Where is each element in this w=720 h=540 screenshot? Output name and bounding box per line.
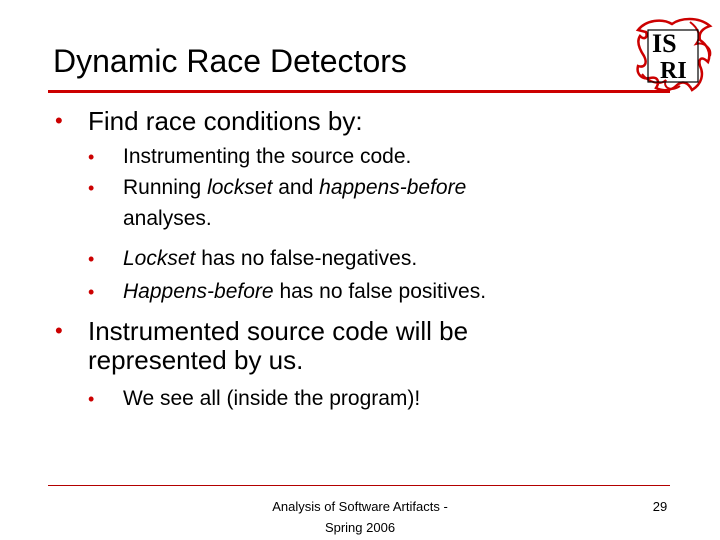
subbullet-marker: • bbox=[88, 282, 95, 302]
subbullet-marker: • bbox=[88, 147, 95, 167]
title-underline bbox=[48, 90, 670, 93]
subbullet-text-part: Running bbox=[123, 176, 208, 199]
subbullet-text-part: and bbox=[272, 176, 320, 199]
subbullet-emphasis-lockset: Lockset bbox=[123, 247, 196, 270]
subbullet-emphasis-happens-before: happens-before bbox=[319, 176, 467, 199]
subbullet-marker: • bbox=[88, 178, 95, 198]
subbullet-continuation bbox=[123, 205, 212, 233]
bullet-continuation bbox=[88, 345, 303, 375]
subbullet-text: We see all (inside the program)! bbox=[123, 387, 421, 410]
page-number: 29 bbox=[652, 499, 668, 514]
bullet-marker: • bbox=[55, 108, 63, 133]
bullet-find-race-conditions bbox=[55, 106, 363, 136]
bullet-continuation-text: represented by us. bbox=[88, 345, 304, 375]
subbullet-happens-before-positives bbox=[88, 278, 487, 306]
footer-course-line2: Spring 2006 bbox=[324, 520, 396, 535]
logo-letters-bottom: RI bbox=[660, 58, 687, 84]
isri-logo bbox=[632, 16, 716, 94]
footer-course-line1: Analysis of Software Artifacts - bbox=[272, 499, 448, 514]
subbullet-continuation-text: analyses. bbox=[123, 207, 212, 230]
bullet-instrumented-source bbox=[55, 316, 469, 346]
subbullet-marker: • bbox=[88, 249, 95, 269]
bullet-text: Instrumented source code will be bbox=[88, 316, 469, 346]
footer-rule bbox=[48, 485, 670, 486]
subbullet-lockset-negatives bbox=[88, 245, 418, 273]
subbullet-we-see-all bbox=[88, 385, 421, 413]
slide-title: Dynamic Race Detectors bbox=[53, 43, 407, 79]
subbullet-emphasis-happens-before: Happens-before bbox=[123, 280, 274, 303]
bullet-text: Find race conditions by: bbox=[88, 106, 363, 136]
subbullet-text: Instrumenting the source code. bbox=[123, 145, 412, 168]
subbullet-running-analyses bbox=[88, 174, 467, 202]
subbullet-text-part: has no false-negatives. bbox=[195, 247, 418, 270]
logo-letters-top: IS bbox=[652, 29, 677, 58]
subbullet-emphasis-lockset: lockset bbox=[207, 176, 273, 199]
subbullet-instrumenting bbox=[88, 143, 412, 171]
subbullet-marker: • bbox=[88, 389, 95, 409]
subbullet-text-part: has no false positives. bbox=[273, 280, 487, 303]
footer-course bbox=[240, 496, 480, 538]
bullet-marker: • bbox=[55, 318, 63, 343]
